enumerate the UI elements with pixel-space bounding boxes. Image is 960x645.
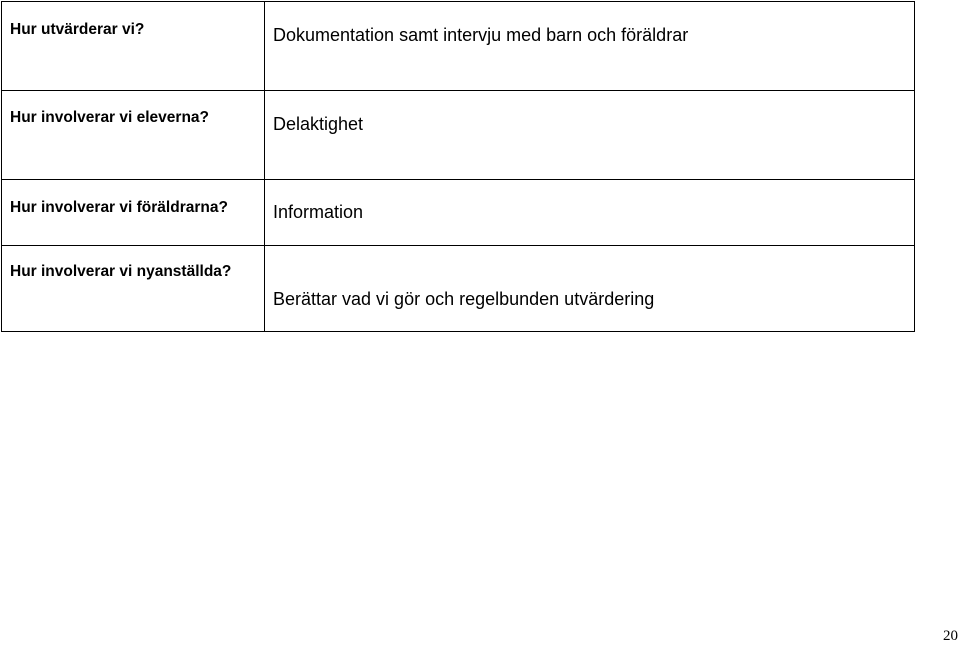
- answer-cell: [265, 2, 915, 91]
- page-number: 20: [943, 628, 958, 644]
- table-row: [2, 91, 915, 180]
- question-cell: [2, 246, 265, 332]
- question-cell: [2, 2, 265, 91]
- answer-cell: [265, 91, 915, 180]
- answer-text: Information: [273, 202, 364, 222]
- answer-cell: [265, 246, 915, 332]
- answer-text: Berättar vad vi gör och regelbunden utvärdering: [273, 289, 655, 309]
- answer-text: Dokumentation samt intervju med barn och föräldrar: [273, 25, 689, 45]
- question-text: Hur involverar vi eleverna?: [10, 109, 210, 126]
- question-text: Hur utvärderar vi?: [10, 21, 145, 38]
- question-text: Hur involverar vi föräldrarna?: [10, 199, 228, 216]
- evaluation-table: [1, 1, 915, 332]
- table-row: [2, 180, 915, 246]
- answer-cell: [265, 180, 915, 246]
- question-cell: [2, 180, 265, 246]
- answer-text: Delaktighet: [273, 114, 364, 134]
- question-cell: [2, 91, 265, 180]
- question-text: Hur involverar vi nyanställda?: [10, 263, 232, 280]
- table-row: [2, 2, 915, 91]
- table-row: [2, 246, 915, 332]
